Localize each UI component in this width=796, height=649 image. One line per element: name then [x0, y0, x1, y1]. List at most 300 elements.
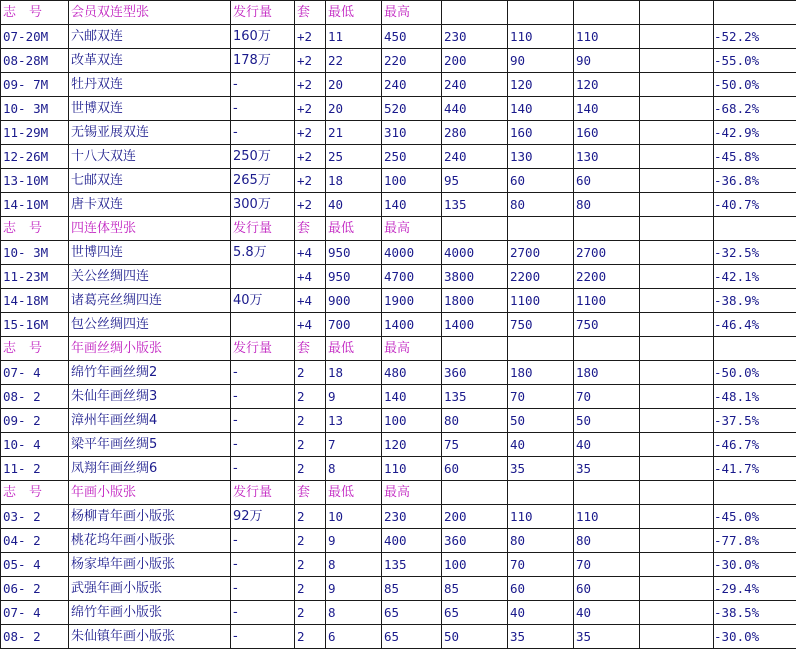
cell-issue[interactable]: - [231, 601, 295, 625]
cell-high[interactable]: 140 [382, 385, 442, 409]
cell-price-c[interactable]: 140 [574, 97, 640, 121]
cell-low[interactable]: 25 [326, 145, 382, 169]
cell-set[interactable]: 2 [295, 625, 326, 649]
cell-price-c[interactable]: 70 [574, 553, 640, 577]
cell-price-b[interactable]: 750 [508, 313, 574, 337]
header-cell-set[interactable]: 套 [295, 217, 326, 241]
cell-price-a[interactable]: 440 [442, 97, 508, 121]
cell-set[interactable]: +2 [295, 145, 326, 169]
cell-issue[interactable]: 250万 [231, 145, 295, 169]
cell-issue[interactable]: - [231, 577, 295, 601]
header-cell-price-b[interactable] [508, 217, 574, 241]
cell-issue[interactable]: - [231, 625, 295, 649]
cell-change[interactable]: -50.0% [714, 361, 796, 385]
cell-price-b[interactable]: 1100 [508, 289, 574, 313]
cell-price-b[interactable]: 70 [508, 385, 574, 409]
cell-blank[interactable] [640, 601, 714, 625]
cell-set[interactable]: +4 [295, 289, 326, 313]
cell-code[interactable]: 04- 2 [1, 529, 69, 553]
cell-name[interactable]: 杨家埠年画小版张 [69, 553, 231, 577]
cell-change[interactable]: -38.9% [714, 289, 796, 313]
header-cell-name[interactable]: 年画小版张 [69, 481, 231, 505]
cell-name[interactable]: 包公丝绸四连 [69, 313, 231, 337]
cell-issue[interactable]: - [231, 121, 295, 145]
cell-issue[interactable]: 40万 [231, 289, 295, 313]
cell-change[interactable]: -40.7% [714, 193, 796, 217]
cell-change[interactable]: -42.9% [714, 121, 796, 145]
cell-blank[interactable] [640, 25, 714, 49]
cell-code[interactable]: 03- 2 [1, 505, 69, 529]
cell-code[interactable]: 08- 2 [1, 625, 69, 649]
cell-code[interactable]: 08- 2 [1, 385, 69, 409]
header-cell-price-b[interactable] [508, 337, 574, 361]
cell-code[interactable]: 14-18M [1, 289, 69, 313]
cell-code[interactable]: 15-16M [1, 313, 69, 337]
cell-set[interactable]: +4 [295, 241, 326, 265]
cell-low[interactable]: 9 [326, 577, 382, 601]
cell-low[interactable]: 8 [326, 553, 382, 577]
cell-code[interactable]: 09- 2 [1, 409, 69, 433]
cell-high[interactable]: 110 [382, 457, 442, 481]
cell-price-a[interactable]: 240 [442, 73, 508, 97]
cell-price-b[interactable]: 140 [508, 97, 574, 121]
cell-low[interactable]: 7 [326, 433, 382, 457]
cell-price-c[interactable]: 60 [574, 577, 640, 601]
cell-issue[interactable]: - [231, 385, 295, 409]
header-cell-price-c[interactable] [574, 481, 640, 505]
cell-name[interactable]: 漳州年画丝绸4 [69, 409, 231, 433]
cell-price-c[interactable]: 1100 [574, 289, 640, 313]
cell-price-c[interactable]: 110 [574, 25, 640, 49]
cell-price-a[interactable]: 65 [442, 601, 508, 625]
cell-code[interactable]: 05- 4 [1, 553, 69, 577]
cell-low[interactable]: 950 [326, 241, 382, 265]
cell-high[interactable]: 100 [382, 409, 442, 433]
cell-set[interactable]: +2 [295, 73, 326, 97]
cell-set[interactable]: 2 [295, 577, 326, 601]
cell-price-a[interactable]: 280 [442, 121, 508, 145]
cell-low[interactable]: 18 [326, 169, 382, 193]
cell-set[interactable]: 2 [295, 505, 326, 529]
cell-price-c[interactable]: 80 [574, 193, 640, 217]
cell-price-a[interactable]: 1800 [442, 289, 508, 313]
cell-blank[interactable] [640, 553, 714, 577]
cell-price-b[interactable]: 70 [508, 553, 574, 577]
cell-price-a[interactable]: 360 [442, 361, 508, 385]
cell-change[interactable]: -50.0% [714, 73, 796, 97]
table-row [1, 577, 796, 601]
cell-low[interactable]: 950 [326, 265, 382, 289]
cell-issue[interactable] [231, 265, 295, 289]
header-cell-set[interactable]: 套 [295, 1, 326, 25]
cell-price-a[interactable]: 4000 [442, 241, 508, 265]
cell-high[interactable]: 400 [382, 529, 442, 553]
cell-issue[interactable]: 300万 [231, 193, 295, 217]
cell-name[interactable]: 七邮双连 [69, 169, 231, 193]
header-cell-issue[interactable]: 发行量 [231, 217, 295, 241]
cell-price-a[interactable]: 100 [442, 553, 508, 577]
cell-low[interactable]: 13 [326, 409, 382, 433]
cell-price-a[interactable]: 135 [442, 193, 508, 217]
cell-price-c[interactable]: 2700 [574, 241, 640, 265]
cell-code[interactable]: 09- 7M [1, 73, 69, 97]
cell-name[interactable]: 朱仙年画丝绸3 [69, 385, 231, 409]
cell-blank[interactable] [640, 505, 714, 529]
cell-high[interactable]: 120 [382, 433, 442, 457]
header-cell-high[interactable]: 最高 [382, 1, 442, 25]
cell-change[interactable]: -46.4% [714, 313, 796, 337]
cell-low[interactable]: 20 [326, 73, 382, 97]
header-cell-issue[interactable]: 发行量 [231, 1, 295, 25]
cell-blank[interactable] [640, 193, 714, 217]
cell-price-a[interactable]: 200 [442, 505, 508, 529]
cell-price-a[interactable]: 230 [442, 25, 508, 49]
cell-high[interactable]: 4700 [382, 265, 442, 289]
cell-change[interactable]: -55.0% [714, 49, 796, 73]
cell-price-a[interactable]: 85 [442, 577, 508, 601]
cell-price-c[interactable]: 70 [574, 385, 640, 409]
cell-price-c[interactable]: 35 [574, 457, 640, 481]
cell-high[interactable]: 1900 [382, 289, 442, 313]
cell-price-c[interactable]: 2200 [574, 265, 640, 289]
header-cell-low[interactable]: 最低 [326, 1, 382, 25]
cell-price-a[interactable]: 240 [442, 145, 508, 169]
cell-price-c[interactable]: 35 [574, 625, 640, 649]
cell-high[interactable]: 4000 [382, 241, 442, 265]
header-cell-blank[interactable] [640, 1, 714, 25]
cell-issue[interactable]: 265万 [231, 169, 295, 193]
cell-price-a[interactable]: 50 [442, 625, 508, 649]
cell-set[interactable]: 2 [295, 385, 326, 409]
cell-code[interactable]: 06- 2 [1, 577, 69, 601]
cell-change[interactable]: -38.5% [714, 601, 796, 625]
header-cell-code[interactable]: 志 号 [1, 337, 69, 361]
cell-change[interactable]: -68.2% [714, 97, 796, 121]
cell-code[interactable]: 11-29M [1, 121, 69, 145]
header-cell-blank[interactable] [640, 481, 714, 505]
cell-blank[interactable] [640, 169, 714, 193]
cell-name[interactable]: 诸葛亮丝绸四连 [69, 289, 231, 313]
cell-price-b[interactable]: 130 [508, 145, 574, 169]
cell-price-b[interactable]: 80 [508, 193, 574, 217]
cell-blank[interactable] [640, 265, 714, 289]
cell-change[interactable]: -42.1% [714, 265, 796, 289]
cell-low[interactable]: 700 [326, 313, 382, 337]
cell-change[interactable]: -77.8% [714, 529, 796, 553]
cell-set[interactable]: +4 [295, 313, 326, 337]
cell-high[interactable]: 240 [382, 73, 442, 97]
cell-price-b[interactable]: 180 [508, 361, 574, 385]
cell-price-c[interactable]: 60 [574, 169, 640, 193]
header-cell-blank[interactable] [640, 217, 714, 241]
cell-price-b[interactable]: 35 [508, 457, 574, 481]
cell-low[interactable]: 9 [326, 385, 382, 409]
header-cell-change[interactable] [714, 1, 796, 25]
cell-change[interactable]: -52.2% [714, 25, 796, 49]
header-cell-code[interactable]: 志 号 [1, 481, 69, 505]
cell-price-c[interactable]: 40 [574, 601, 640, 625]
cell-high[interactable]: 250 [382, 145, 442, 169]
cell-blank[interactable] [640, 457, 714, 481]
cell-code[interactable]: 07- 4 [1, 361, 69, 385]
cell-low[interactable]: 6 [326, 625, 382, 649]
cell-change[interactable]: -37.5% [714, 409, 796, 433]
cell-high[interactable]: 480 [382, 361, 442, 385]
cell-change[interactable]: -30.0% [714, 553, 796, 577]
cell-price-c[interactable]: 750 [574, 313, 640, 337]
cell-change[interactable]: -36.8% [714, 169, 796, 193]
cell-high[interactable]: 65 [382, 625, 442, 649]
cell-code[interactable]: 12-26M [1, 145, 69, 169]
cell-blank[interactable] [640, 73, 714, 97]
cell-set[interactable]: +2 [295, 121, 326, 145]
cell-blank[interactable] [640, 121, 714, 145]
cell-issue[interactable]: - [231, 457, 295, 481]
header-cell-blank[interactable] [640, 337, 714, 361]
cell-low[interactable]: 900 [326, 289, 382, 313]
header-cell-code[interactable]: 志 号 [1, 217, 69, 241]
header-cell-price-a[interactable] [442, 337, 508, 361]
cell-blank[interactable] [640, 577, 714, 601]
cell-high[interactable]: 85 [382, 577, 442, 601]
cell-code[interactable]: 10- 3M [1, 241, 69, 265]
header-cell-name[interactable]: 会员双连型张 [69, 1, 231, 25]
cell-price-c[interactable]: 80 [574, 529, 640, 553]
header-cell-price-b[interactable] [508, 481, 574, 505]
cell-price-b[interactable]: 60 [508, 169, 574, 193]
cell-set[interactable]: 2 [295, 457, 326, 481]
cell-high[interactable]: 230 [382, 505, 442, 529]
cell-price-a[interactable]: 75 [442, 433, 508, 457]
cell-name[interactable]: 牡丹双连 [69, 73, 231, 97]
cell-set[interactable]: +2 [295, 193, 326, 217]
cell-set[interactable]: +4 [295, 265, 326, 289]
cell-price-b[interactable]: 40 [508, 601, 574, 625]
cell-price-a[interactable]: 80 [442, 409, 508, 433]
cell-code[interactable]: 11-23M [1, 265, 69, 289]
cell-name[interactable]: 杨柳青年画小版张 [69, 505, 231, 529]
cell-price-b[interactable]: 90 [508, 49, 574, 73]
header-cell-price-c[interactable] [574, 1, 640, 25]
cell-price-b[interactable]: 35 [508, 625, 574, 649]
header-cell-low[interactable]: 最低 [326, 337, 382, 361]
header-cell-low[interactable]: 最低 [326, 481, 382, 505]
header-cell-issue[interactable]: 发行量 [231, 337, 295, 361]
cell-price-a[interactable]: 60 [442, 457, 508, 481]
cell-code[interactable]: 07- 4 [1, 601, 69, 625]
cell-name[interactable]: 改革双连 [69, 49, 231, 73]
cell-price-c[interactable]: 90 [574, 49, 640, 73]
header-cell-name[interactable]: 四连体型张 [69, 217, 231, 241]
cell-name[interactable]: 无锡亚展双连 [69, 121, 231, 145]
cell-name[interactable]: 武强年画小版张 [69, 577, 231, 601]
cell-price-c[interactable]: 180 [574, 361, 640, 385]
header-cell-change[interactable] [714, 217, 796, 241]
table-row [1, 241, 796, 265]
cell-high[interactable]: 1400 [382, 313, 442, 337]
cell-name[interactable]: 绵竹年画小版张 [69, 601, 231, 625]
header-cell-high[interactable]: 最高 [382, 337, 442, 361]
header-cell-price-b[interactable] [508, 1, 574, 25]
cell-issue[interactable]: - [231, 73, 295, 97]
cell-high[interactable]: 310 [382, 121, 442, 145]
cell-issue[interactable]: 178万 [231, 49, 295, 73]
cell-price-c[interactable]: 50 [574, 409, 640, 433]
header-cell-price-c[interactable] [574, 217, 640, 241]
header-cell-price-a[interactable] [442, 1, 508, 25]
cell-set[interactable]: 2 [295, 361, 326, 385]
cell-price-a[interactable]: 1400 [442, 313, 508, 337]
cell-low[interactable]: 21 [326, 121, 382, 145]
cell-blank[interactable] [640, 49, 714, 73]
cell-change[interactable]: -46.7% [714, 433, 796, 457]
cell-price-b[interactable]: 2700 [508, 241, 574, 265]
cell-name[interactable]: 桃花坞年画小版张 [69, 529, 231, 553]
cell-name[interactable]: 梁平年画丝绸5 [69, 433, 231, 457]
cell-issue[interactable]: - [231, 529, 295, 553]
cell-change[interactable]: -30.0% [714, 625, 796, 649]
cell-blank[interactable] [640, 97, 714, 121]
cell-change[interactable]: -41.7% [714, 457, 796, 481]
cell-set[interactable]: 2 [295, 601, 326, 625]
cell-set[interactable]: 2 [295, 409, 326, 433]
cell-price-c[interactable]: 110 [574, 505, 640, 529]
cell-change[interactable]: -32.5% [714, 241, 796, 265]
cell-high[interactable]: 140 [382, 193, 442, 217]
cell-code[interactable]: 10- 3M [1, 97, 69, 121]
cell-low[interactable]: 20 [326, 97, 382, 121]
cell-price-c[interactable]: 130 [574, 145, 640, 169]
cell-high[interactable]: 135 [382, 553, 442, 577]
cell-low[interactable]: 9 [326, 529, 382, 553]
header-cell-price-a[interactable] [442, 217, 508, 241]
cell-price-b[interactable]: 120 [508, 73, 574, 97]
header-cell-change[interactable] [714, 481, 796, 505]
header-cell-change[interactable] [714, 337, 796, 361]
cell-price-c[interactable]: 40 [574, 433, 640, 457]
cell-price-a[interactable]: 200 [442, 49, 508, 73]
cell-name[interactable]: 唐卡双连 [69, 193, 231, 217]
cell-price-b[interactable]: 60 [508, 577, 574, 601]
cell-low[interactable]: 18 [326, 361, 382, 385]
cell-price-c[interactable]: 120 [574, 73, 640, 97]
cell-blank[interactable] [640, 433, 714, 457]
cell-low[interactable]: 10 [326, 505, 382, 529]
cell-blank[interactable] [640, 289, 714, 313]
cell-name[interactable]: 关公丝绸四连 [69, 265, 231, 289]
cell-blank[interactable] [640, 625, 714, 649]
cell-price-a[interactable]: 135 [442, 385, 508, 409]
cell-name[interactable]: 世博双连 [69, 97, 231, 121]
cell-price-b[interactable]: 2200 [508, 265, 574, 289]
cell-issue[interactable]: - [231, 433, 295, 457]
cell-set[interactable]: 2 [295, 553, 326, 577]
table-row [1, 457, 796, 481]
cell-high[interactable]: 100 [382, 169, 442, 193]
cell-low[interactable]: 11 [326, 25, 382, 49]
cell-price-b[interactable]: 160 [508, 121, 574, 145]
header-cell-issue[interactable]: 发行量 [231, 481, 295, 505]
cell-set[interactable]: 2 [295, 433, 326, 457]
cell-low[interactable]: 8 [326, 601, 382, 625]
header-cell-price-c[interactable] [574, 337, 640, 361]
cell-low[interactable]: 8 [326, 457, 382, 481]
cell-name[interactable]: 朱仙镇年画小版张 [69, 625, 231, 649]
cell-high[interactable]: 220 [382, 49, 442, 73]
cell-blank[interactable] [640, 529, 714, 553]
cell-code[interactable]: 11- 2 [1, 457, 69, 481]
cell-high[interactable]: 65 [382, 601, 442, 625]
cell-code[interactable]: 07-20M [1, 25, 69, 49]
cell-blank[interactable] [640, 313, 714, 337]
cell-code[interactable]: 10- 4 [1, 433, 69, 457]
cell-issue[interactable] [231, 313, 295, 337]
cell-name[interactable]: 绵竹年画丝绸2 [69, 361, 231, 385]
cell-blank[interactable] [640, 409, 714, 433]
header-cell-code[interactable]: 志 号 [1, 1, 69, 25]
cell-price-b[interactable]: 110 [508, 505, 574, 529]
cell-price-c[interactable]: 160 [574, 121, 640, 145]
cell-issue[interactable]: - [231, 97, 295, 121]
cell-name[interactable]: 十八大双连 [69, 145, 231, 169]
cell-price-a[interactable]: 3800 [442, 265, 508, 289]
cell-set[interactable]: +2 [295, 49, 326, 73]
cell-price-b[interactable]: 80 [508, 529, 574, 553]
cell-price-b[interactable]: 110 [508, 25, 574, 49]
cell-change[interactable]: -48.1% [714, 385, 796, 409]
cell-low[interactable]: 40 [326, 193, 382, 217]
cell-name[interactable]: 世博四连 [69, 241, 231, 265]
cell-high[interactable]: 520 [382, 97, 442, 121]
cell-low[interactable]: 22 [326, 49, 382, 73]
cell-issue[interactable]: 5.8万 [231, 241, 295, 265]
cell-name[interactable]: 六邮双连 [69, 25, 231, 49]
cell-blank[interactable] [640, 145, 714, 169]
header-cell-set[interactable]: 套 [295, 481, 326, 505]
header-cell-high[interactable]: 最高 [382, 481, 442, 505]
header-cell-high[interactable]: 最高 [382, 217, 442, 241]
cell-price-b[interactable]: 50 [508, 409, 574, 433]
cell-blank[interactable] [640, 241, 714, 265]
cell-name[interactable]: 凤翔年画丝绸6 [69, 457, 231, 481]
cell-price-b[interactable]: 40 [508, 433, 574, 457]
cell-issue[interactable]: 92万 [231, 505, 295, 529]
cell-blank[interactable] [640, 361, 714, 385]
cell-set[interactable]: +2 [295, 169, 326, 193]
header-cell-set[interactable]: 套 [295, 337, 326, 361]
header-cell-low[interactable]: 最低 [326, 217, 382, 241]
cell-change[interactable]: -29.4% [714, 577, 796, 601]
cell-set[interactable]: +2 [295, 97, 326, 121]
cell-change[interactable]: -45.0% [714, 505, 796, 529]
header-cell-name[interactable]: 年画丝绸小版张 [69, 337, 231, 361]
cell-issue[interactable]: - [231, 553, 295, 577]
cell-price-a[interactable]: 95 [442, 169, 508, 193]
cell-code[interactable]: 08-28M [1, 49, 69, 73]
cell-change[interactable]: -45.8% [714, 145, 796, 169]
cell-issue[interactable]: - [231, 361, 295, 385]
header-cell-price-a[interactable] [442, 481, 508, 505]
cell-price-a[interactable]: 360 [442, 529, 508, 553]
cell-issue[interactable]: - [231, 409, 295, 433]
cell-high[interactable]: 450 [382, 25, 442, 49]
cell-blank[interactable] [640, 385, 714, 409]
cell-issue[interactable]: 160万 [231, 25, 295, 49]
cell-set[interactable]: +2 [295, 25, 326, 49]
cell-code[interactable]: 13-10M [1, 169, 69, 193]
cell-code[interactable]: 14-10M [1, 193, 69, 217]
cell-set[interactable]: 2 [295, 529, 326, 553]
